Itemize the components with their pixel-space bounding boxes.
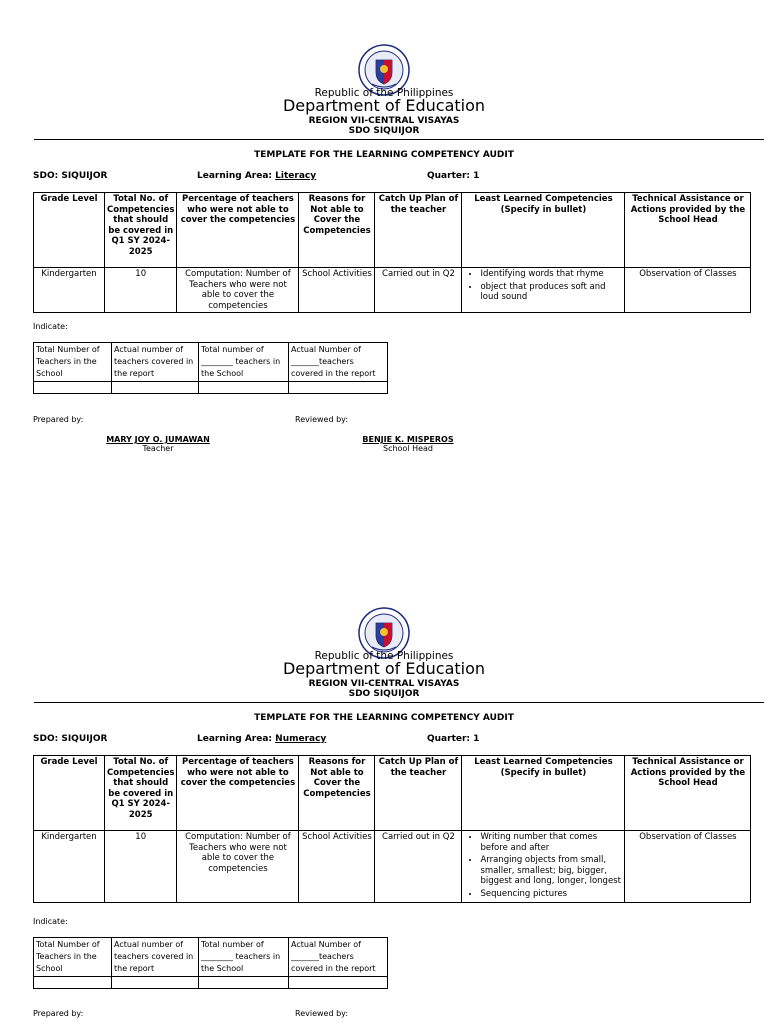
- prepared-by-label: Prepared by:: [33, 415, 84, 424]
- quarter-label: Quarter: 1: [427, 734, 480, 744]
- region-line: REGION VII-CENTRAL VISAYAS: [308, 116, 460, 126]
- ind-value-cell[interactable]: [112, 382, 199, 394]
- col-technical-assistance: Technical Assistance or Actions provided by the School Head: [625, 756, 751, 831]
- reviewer-signature: [338, 435, 478, 453]
- competency-list: [464, 269, 622, 303]
- cell-percentage: Computation: Number of Teachers who were not able to cover the competencies: [177, 831, 299, 903]
- reviewed-by-label: Reviewed by:: [295, 415, 349, 424]
- learning-area-label: Learning Area:: [197, 171, 273, 181]
- table-row: [34, 343, 388, 382]
- list-item: • Writing number that comes before and after: [480, 832, 622, 853]
- sdo-label: SDO: SIQUIJOR: [33, 171, 108, 181]
- preparer-name: MARY JOY O. JUMAWAN: [106, 435, 210, 444]
- indicate-table: [33, 937, 388, 989]
- table-row: [34, 382, 388, 394]
- ind-total-teachers: Total Number of Teachers in the School: [34, 343, 112, 382]
- indicate-label: Indicate:: [33, 322, 68, 331]
- col-total-competencies: Total No. of Competencies that should be covered in Q1 SY 2024-2025: [105, 756, 177, 831]
- republic-line: Republic of the Philippines: [314, 650, 454, 662]
- ind-actual-teachers: Actual number of teachers covered in the report: [112, 343, 199, 382]
- cell-total: 10: [105, 831, 177, 903]
- ind-value-cell[interactable]: [289, 382, 388, 394]
- ind-value-cell[interactable]: [34, 382, 112, 394]
- table-row: [34, 831, 751, 903]
- col-reasons: Reasons for Not able to Cover the Competencies: [299, 756, 375, 831]
- quarter-label: Quarter: 1: [427, 171, 480, 181]
- cell-assistance: Observation of Classes: [625, 831, 751, 903]
- col-grade-level: Grade Level: [34, 193, 105, 268]
- ind-value-cell[interactable]: [199, 977, 289, 989]
- ind-total-subject-teachers: Total number of ________ teachers in the School: [199, 343, 289, 382]
- indicate-label: Indicate:: [33, 917, 68, 926]
- cell-reasons: School Activities: [299, 268, 375, 313]
- region-block: [0, 679, 768, 699]
- preparer-signature: [88, 435, 228, 453]
- col-percentage: Percentage of teachers who were not able to cover the competencies: [177, 756, 299, 831]
- col-least-learned: Least Learned Competencies (Specify in bullet): [462, 193, 625, 268]
- cell-total: 10: [105, 268, 177, 313]
- reviewed-by-label: Reviewed by:: [295, 1009, 349, 1018]
- cell-reasons: School Activities: [299, 831, 375, 903]
- col-reasons: Reasons for Not able to Cover the Competencies: [299, 193, 375, 268]
- ind-value-cell[interactable]: [34, 977, 112, 989]
- header-divider: [34, 139, 764, 140]
- learning-area-label: Learning Area:: [197, 734, 273, 744]
- department-title: Department of Education: [282, 96, 486, 115]
- ind-value-cell[interactable]: [289, 977, 388, 989]
- ind-value-cell[interactable]: [112, 977, 199, 989]
- ind-actual-teachers: Actual number of teachers covered in the report: [112, 938, 199, 977]
- template-title: TEMPLATE FOR THE LEARNING COMPETENCY AUDIT: [254, 713, 514, 723]
- cell-plan: Carried out in Q2: [375, 268, 462, 313]
- col-grade-level: Grade Level: [34, 756, 105, 831]
- ind-total-teachers: Total Number of Teachers in the School: [34, 938, 112, 977]
- ind-value-cell[interactable]: [199, 382, 289, 394]
- division-line: SDO SIQUIJOR: [348, 689, 420, 699]
- indicate-table: [33, 342, 388, 394]
- table-header-row: [34, 193, 751, 268]
- republic-line: Republic of the Philippines: [314, 87, 454, 99]
- reviewer-name: BENJIE K. MISPEROS: [362, 435, 454, 444]
- learning-area-value: Literacy: [275, 171, 317, 181]
- list-item: • Sequencing pictures: [480, 889, 622, 900]
- col-percentage: Percentage of teachers who were not able to cover the competencies: [177, 193, 299, 268]
- ind-total-subject-teachers: Total number of ________ teachers in the School: [199, 938, 289, 977]
- cell-percentage: Computation: Number of Teachers who were not able to cover the competencies: [177, 268, 299, 313]
- learning-area: [197, 734, 326, 744]
- table-row: [34, 938, 388, 977]
- col-technical-assistance: Technical Assistance or Actions provided by the School Head: [625, 193, 751, 268]
- col-total-competencies: Total No. of Competencies that should be covered in Q1 SY 2024-2025: [105, 193, 177, 268]
- preparer-role: Teacher: [142, 444, 174, 453]
- prepared-by-label: Prepared by:: [33, 1009, 84, 1018]
- sdo-label: SDO: SIQUIJOR: [33, 734, 108, 744]
- competency-list: [464, 832, 622, 899]
- competency-audit-table: [33, 192, 751, 313]
- col-least-learned: Least Learned Competencies (Specify in bullet): [462, 756, 625, 831]
- list-item: • Arranging objects from small, smaller, smallest; big, bigger, biggest and long, longer, longest: [480, 855, 622, 887]
- list-item: • object that produces soft and loud sound: [480, 282, 622, 303]
- region-block: [0, 116, 768, 136]
- learning-area-value: Numeracy: [275, 734, 327, 744]
- cell-competencies: [462, 268, 625, 313]
- competency-audit-table: [33, 755, 751, 903]
- ind-actual-subject-teachers: Actual Number of _______teachers covered in the report: [289, 938, 388, 977]
- table-row: [34, 268, 751, 313]
- cell-grade: Kindergarten: [34, 268, 105, 313]
- list-item: • Identifying words that rhyme: [480, 269, 622, 280]
- col-catch-up-plan: Catch Up Plan of the teacher: [375, 193, 462, 268]
- template-title: TEMPLATE FOR THE LEARNING COMPETENCY AUDIT: [254, 150, 514, 160]
- division-line: SDO SIQUIJOR: [348, 126, 420, 136]
- header-divider: [34, 702, 764, 703]
- region-line: REGION VII-CENTRAL VISAYAS: [308, 679, 460, 689]
- col-catch-up-plan: Catch Up Plan of the teacher: [375, 756, 462, 831]
- ind-actual-subject-teachers: Actual Number of _______teachers covered in the report: [289, 343, 388, 382]
- cell-competencies: [462, 831, 625, 903]
- reviewer-role: School Head: [382, 444, 434, 453]
- table-header-row: [34, 756, 751, 831]
- table-row: [34, 977, 388, 989]
- department-title: Department of Education: [282, 659, 486, 678]
- cell-grade: Kindergarten: [34, 831, 105, 903]
- cell-plan: Carried out in Q2: [375, 831, 462, 903]
- cell-assistance: Observation of Classes: [625, 268, 751, 313]
- learning-area: [197, 171, 316, 181]
